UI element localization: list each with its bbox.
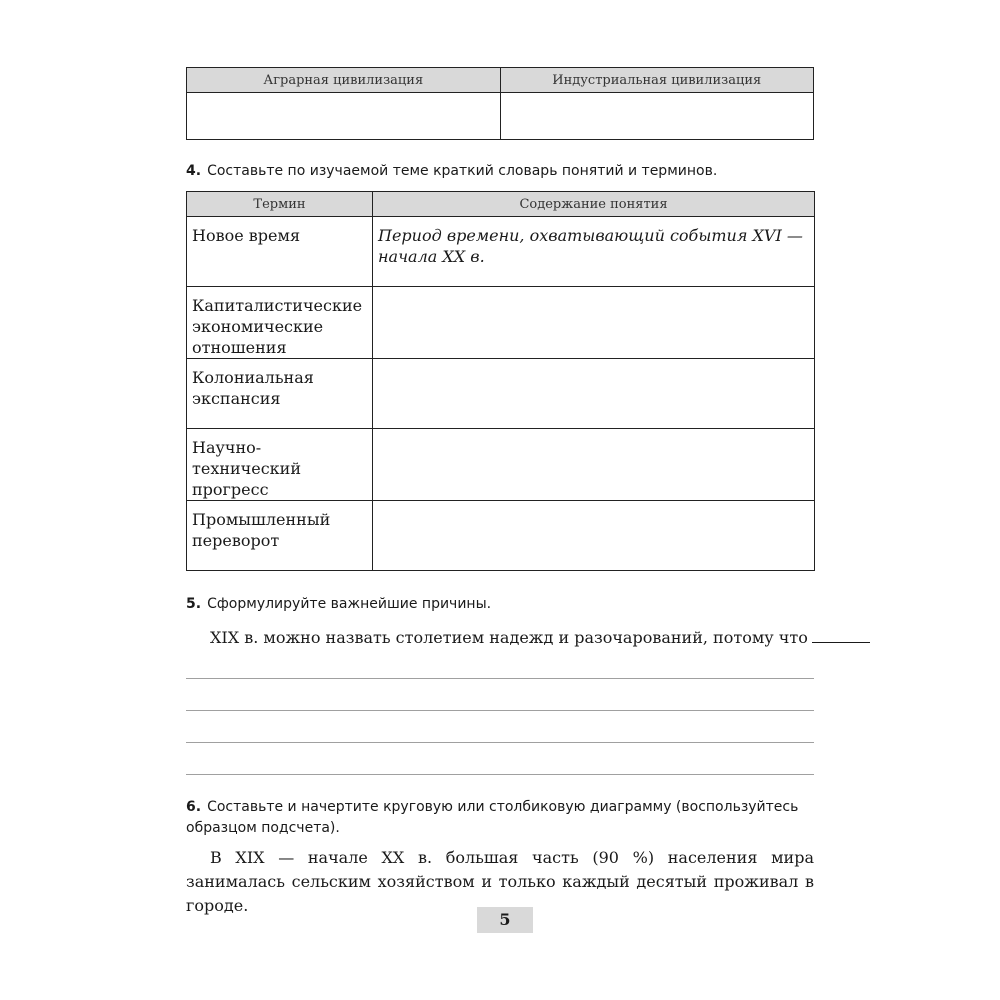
header-industrial: Индустриальная цивилизация [500,68,814,93]
task-6-body: В XIX — начале XX в. большая часть (90 %) населения мира занималась сельским хозяйством и только каждый десятый проживал в городе. [186,848,814,915]
task-5-number: 5. [186,596,202,612]
answer-blank[interactable] [812,626,870,643]
task-6-text: Составьте и начертите круговую или столбиковую диаграмму (воспользуйтесь образцом подсчета). [186,799,799,836]
table-row [187,429,815,501]
header-agrarian: Аграрная цивилизация [187,68,501,93]
answer-line[interactable] [186,710,814,711]
meaning-cell[interactable] [373,501,815,571]
task-5-prompt [210,626,814,650]
table-row [187,217,815,287]
task-5-text: Сформулируйте важнейшие причины. [207,596,492,612]
task-6-instruction [186,797,814,839]
task-4-number: 4. [186,163,202,179]
answer-line[interactable] [186,774,814,775]
table-row [187,359,815,429]
term-cell: Промышленный переворот [187,501,373,571]
header-meaning: Содержание понятия [373,192,815,217]
term-cell: Капиталистические экономические отношения [187,287,373,359]
meaning-cell[interactable]: Период времени, охватывающий события XVI — начала XX в. [373,217,815,287]
cell-industrial-answer[interactable] [500,93,814,140]
cell-agrarian-answer[interactable] [187,93,501,140]
term-cell: Колониальная экспансия [187,359,373,429]
task-5-prompt-text: XIX в. можно назвать столетием надежд и разочарований, потому что [210,628,808,647]
answer-line[interactable] [186,742,814,743]
task-5-instruction [186,594,814,615]
task-6-number: 6. [186,799,202,815]
meaning-cell[interactable] [373,429,815,501]
meaning-cell[interactable] [373,287,815,359]
terms-table [186,191,815,571]
task-4-text: Составьте по изучаемой теме краткий словарь понятий и терминов. [207,163,718,179]
term-cell: Новое время [187,217,373,287]
header-term: Термин [187,192,373,217]
meaning-cell[interactable] [373,359,815,429]
term-cell: Научно-технический прогресс [187,429,373,501]
task-4-instruction [186,161,814,182]
table-row [187,287,815,359]
civilization-table [186,67,814,140]
table-row [187,501,815,571]
answer-line[interactable] [186,678,814,679]
page-number: 5 [477,907,533,933]
